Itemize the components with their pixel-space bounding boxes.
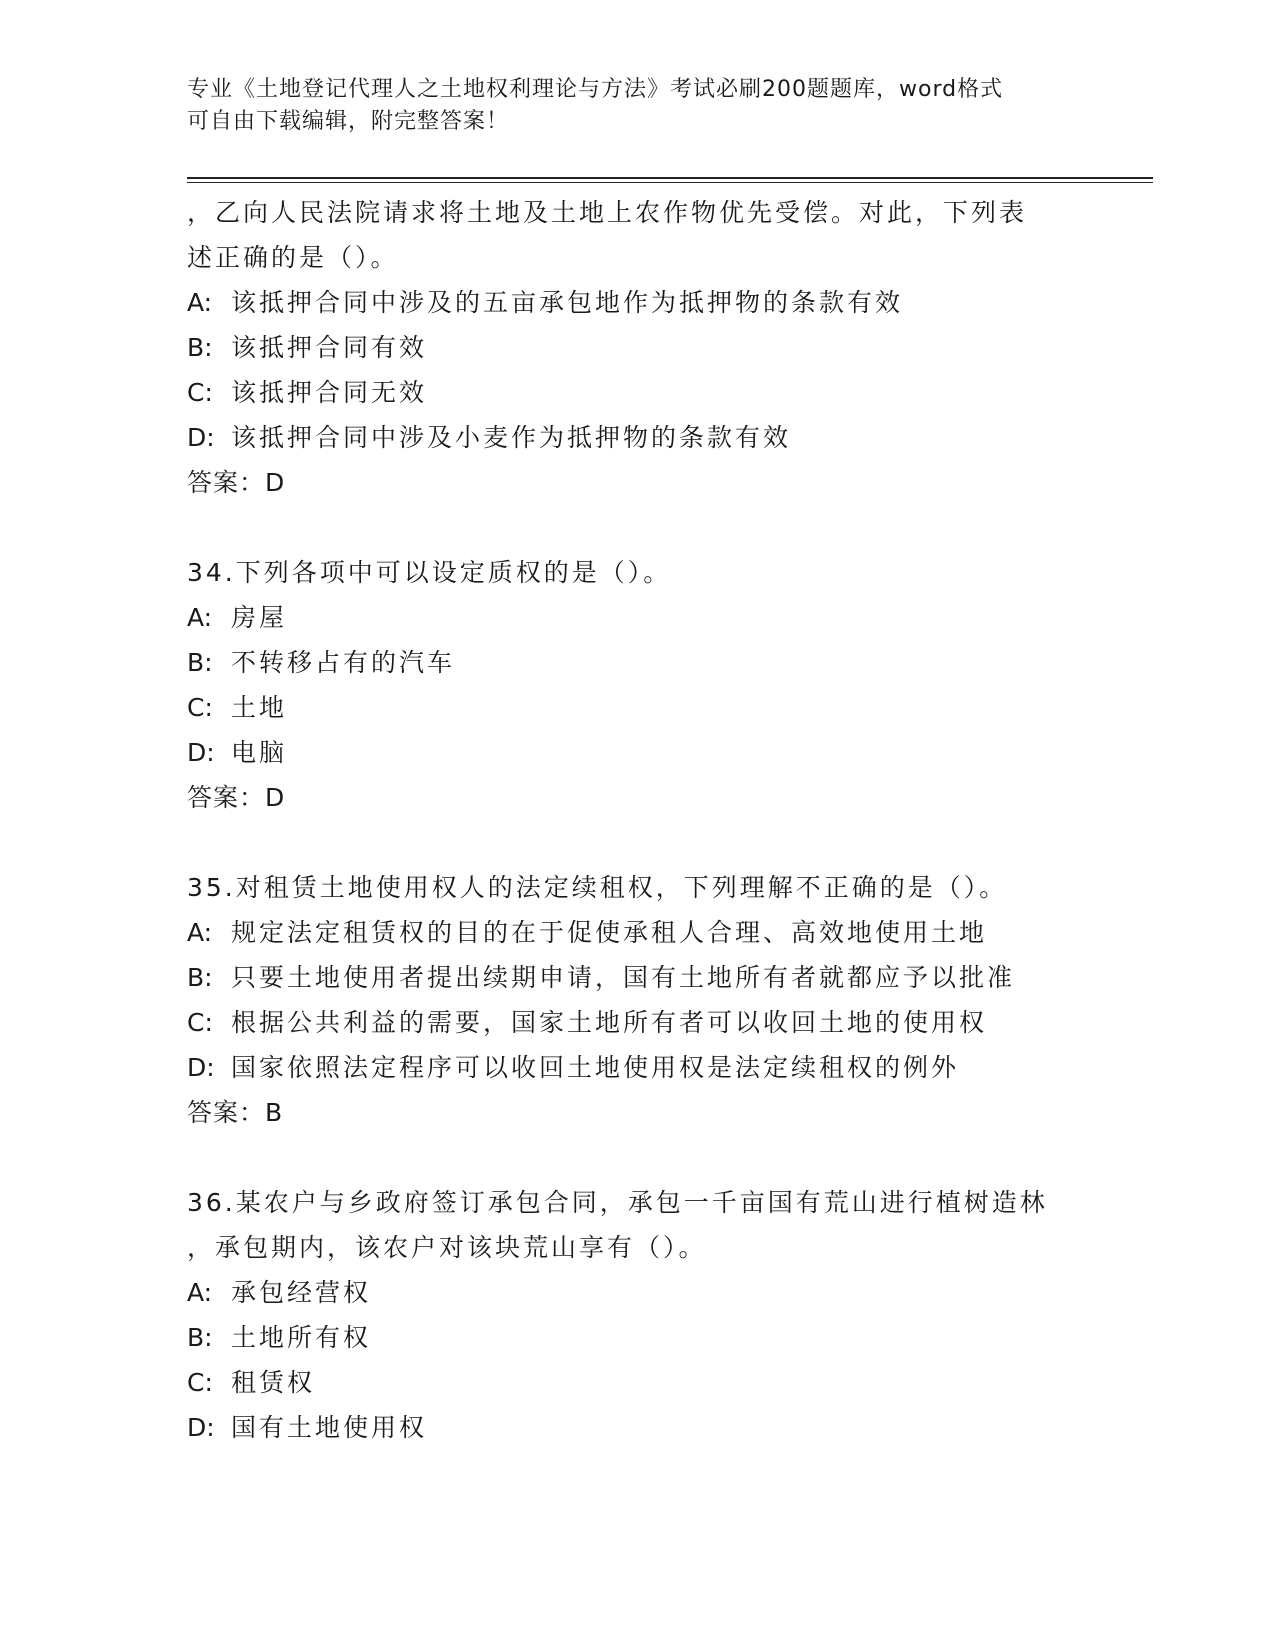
question-list <box>187 190 1087 1450</box>
option-letter: C: <box>187 693 213 722</box>
option-letter: B: <box>187 963 213 992</box>
option-letter: A: <box>187 918 213 947</box>
option-letter: B: <box>187 333 213 362</box>
option-c <box>187 1000 1087 1045</box>
option-b <box>187 640 1087 685</box>
option-d <box>187 1405 1087 1450</box>
answer-line: 答案：D <box>187 468 286 497</box>
question-35 <box>187 865 1087 1135</box>
question-34 <box>187 550 1087 820</box>
option-text: 承包经营权 <box>231 1278 372 1307</box>
option-b <box>187 1315 1087 1360</box>
option-letter: A: <box>187 1278 213 1307</box>
option-letter: C: <box>187 378 213 407</box>
option-a <box>187 595 1087 640</box>
header-divider-thick <box>187 177 1153 179</box>
option-a <box>187 280 1087 325</box>
option-letter: D: <box>187 423 215 452</box>
option-text: 该抵押合同中涉及小麦作为抵押物的条款有效 <box>231 423 792 452</box>
question-stem: 34.下列各项中可以设定质权的是（）。 <box>187 558 672 587</box>
option-text: 该抵押合同无效 <box>231 378 428 407</box>
option-letter: A: <box>187 603 213 632</box>
option-text: 电脑 <box>231 738 288 767</box>
option-b <box>187 955 1087 1000</box>
answer-line: 答案：D <box>187 783 286 812</box>
header-divider-thin <box>187 182 1153 183</box>
option-d <box>187 1045 1087 1090</box>
option-text: 只要土地使用者提出续期申请，国有土地所有者就都应予以批准 <box>231 963 1016 992</box>
option-d <box>187 415 1087 460</box>
option-text: 房屋 <box>231 603 288 632</box>
option-a <box>187 910 1087 955</box>
option-text: 租赁权 <box>231 1368 316 1397</box>
option-letter: C: <box>187 1368 213 1397</box>
option-d <box>187 730 1087 775</box>
option-letter: A: <box>187 288 213 317</box>
header-line-1: 专业《土地登记代理人之土地权利理论与方法》考试必刷200题题库，word格式 <box>187 77 1004 102</box>
option-text: 根据公共利益的需要，国家土地所有者可以收回土地的使用权 <box>231 1008 988 1037</box>
option-c <box>187 1360 1087 1405</box>
option-text: 国有土地使用权 <box>231 1413 428 1442</box>
option-c <box>187 685 1087 730</box>
question-stem: 36.某农户与乡政府签订承包合同，承包一千亩国有荒山进行植树造林 <box>187 1188 1048 1217</box>
option-text: 土地所有权 <box>231 1323 372 1352</box>
option-text: 该抵押合同有效 <box>231 333 428 362</box>
header-line-2: 可自由下载编辑，附完整答案！ <box>187 109 510 134</box>
option-letter: D: <box>187 1413 215 1442</box>
answer-line: 答案：B <box>187 1098 284 1127</box>
question-stem: ，乙向人民法院请求将土地及土地上农作物优先受偿。对此，下列表 <box>187 198 1028 227</box>
option-letter: B: <box>187 648 213 677</box>
option-text: 国家依照法定程序可以收回土地使用权是法定续租权的例外 <box>231 1053 960 1082</box>
question-stem: 35.对租赁土地使用权人的法定续租权，下列理解不正确的是（）。 <box>187 873 1008 902</box>
option-letter: D: <box>187 1053 215 1082</box>
option-text: 规定法定租赁权的目的在于促使承租人合理、高效地使用土地 <box>231 918 988 947</box>
option-letter: B: <box>187 1323 213 1352</box>
question-36 <box>187 1180 1087 1450</box>
option-text: 土地 <box>231 693 288 722</box>
option-a <box>187 1270 1087 1315</box>
question-stem: ，承包期内，该农户对该块荒山享有（）。 <box>187 1233 707 1262</box>
option-text: 不转移占有的汽车 <box>231 648 456 677</box>
option-b <box>187 325 1087 370</box>
option-letter: D: <box>187 738 215 767</box>
option-c <box>187 370 1087 415</box>
question-33 <box>187 190 1087 505</box>
question-stem: 述正确的是（）。 <box>187 243 399 272</box>
document-header <box>187 74 1087 138</box>
option-text: 该抵押合同中涉及的五亩承包地作为抵押物的条款有效 <box>231 288 904 317</box>
option-letter: C: <box>187 1008 213 1037</box>
